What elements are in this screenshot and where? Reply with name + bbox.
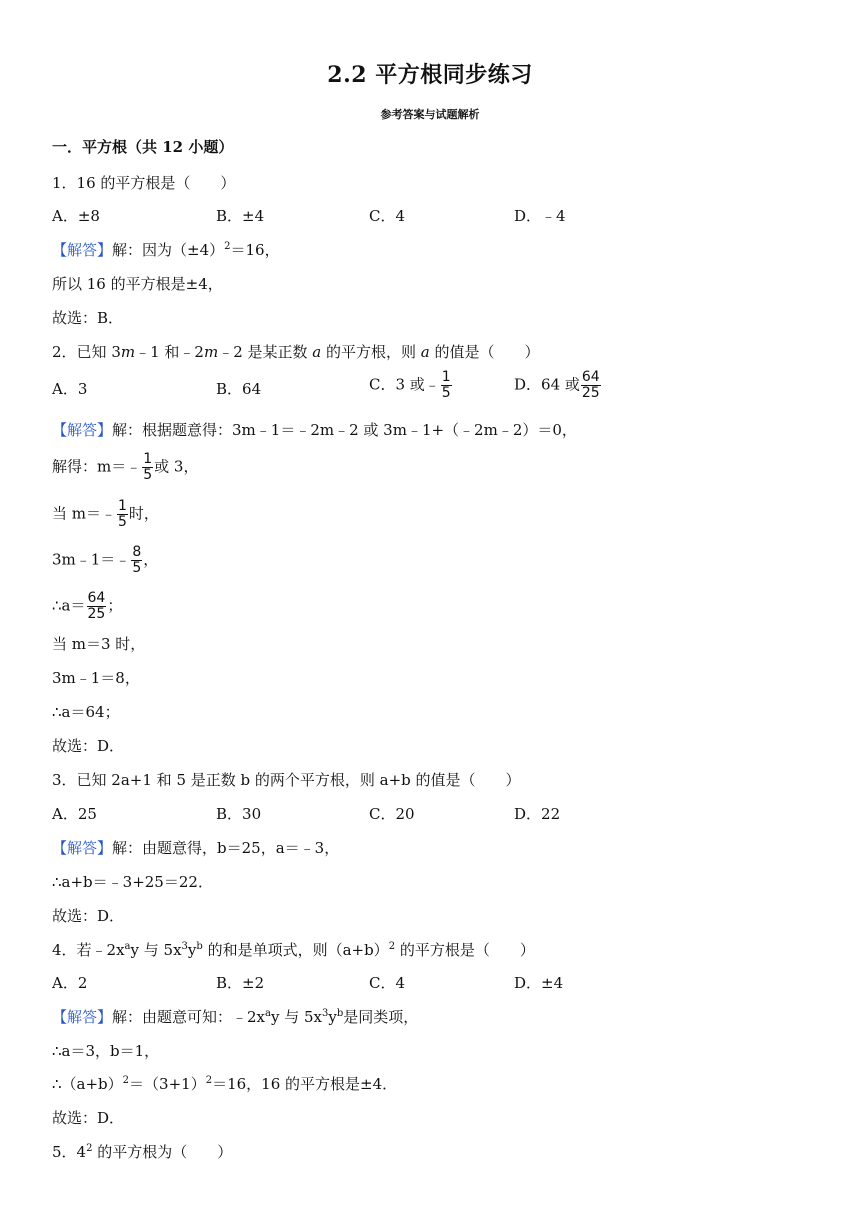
q4-solution-line-3: $\therefore(a+b)^2=(3+1)^2=16$，16 的平方根是±4． [52,1075,398,1093]
q4-solution-line-2: ∴a＝3，b＝1， [52,1042,160,1060]
q1-option-d: D．﹣4 [514,207,566,225]
q1-solution-line-1: 【解答】解：因为$(\pm 4)^2=16$， [52,241,280,259]
q3-solution-line-2: ∴a+b＝﹣3+25＝22． [52,873,213,891]
q3-option-d: D．22 [514,805,561,823]
q4-option-a: A．2 [52,974,88,992]
q1-option-c: C．4 [369,207,406,225]
q2-solution-line-8: ∴a＝64； [52,703,120,721]
q2-solution-line-3: 当 m＝﹣ $\frac{1}{5}$ 时， [52,498,159,530]
q2-solution-line-5: ∴a＝ $\frac{64}{25}$ ； [52,590,123,622]
q4-solution-line-4: 故选：D． [52,1109,125,1127]
section-heading: 一．平方根（共 12 小题） [52,138,234,156]
q1-option-b: B．±4 [216,207,265,225]
answer-tag: 【解答】 [52,241,113,259]
q4-option-b: B．±2 [216,974,265,992]
q3-option-c: C．20 [369,805,415,823]
q2-solution-line-4: 3m﹣1＝﹣ $\frac{8}{5}$ ， [52,544,159,576]
q2-solution-line-1: 【解答】解：根据题意得：3m﹣1＝﹣2m﹣2 或 3m﹣1+（﹣2m﹣2）＝0， [52,421,577,439]
fraction: $\frac{1}{5}$ [118,498,127,530]
fraction: $\frac{64}{25}$ [87,590,106,622]
q1-option-a: A．±8 [52,207,100,225]
q2-option-d: D．64 或 $\frac{64}{25}$ [514,369,600,401]
q3-solution-line-3: 故选：D． [52,907,125,925]
q2-option-c: C．3 或﹣ $\frac{1}{5}$ [369,369,451,401]
fraction: $\frac{8}{5}$ [132,544,142,576]
fraction: $\frac{64}{25}$ [581,369,600,401]
q2-solution-line-6: 当 m＝3 时， [52,635,146,653]
page-title: 2.2 平方根同步练习 [327,62,533,88]
q2-solution-line-2: 解得：m＝﹣ $\frac{1}{5}$ 或 3， [52,451,199,483]
q2-option-a: A．3 [52,380,88,398]
question-4-stem: 4．若$﹣2x^ay$ 与 $5x^3y^b$ 的和是单项式，则$(a+b)^2$ 的平方根是（ ） [52,941,535,959]
question-5-stem: 5．$4^2$ 的平方根为（ ） [52,1143,233,1161]
fraction: $\frac{1}{5}$ [143,451,153,483]
q1-solution-line-3: 故选：B． [52,309,124,327]
fraction: $\frac{1}{5}$ [441,369,451,401]
question-3-stem: 3．已知 2a+1 和 5 是正数 b 的两个平方根，则 a+b 的值是（ ） [52,771,521,789]
q3-option-a: A．25 [52,805,97,823]
q2-option-b: B．64 [216,380,262,398]
q4-solution-line-1: 【解答】解：由题意可知：$﹣2x^ay$ 与 $5x^3y^b$是同类项， [52,1008,419,1026]
q4-option-c: C．4 [369,974,406,992]
page-subtitle: 参考答案与试题解析 [380,108,480,121]
q1-solution-line-2: 所以 16 的平方根是±4， [52,275,223,293]
q2-solution-line-7: 3m﹣1＝8， [52,669,140,687]
question-2-stem: 2．已知 3m﹣1 和﹣2m﹣2 是某正数 a 的平方根，则 a 的值是（ ） [52,343,540,361]
question-1-stem: 1．16 的平方根是（ ） [52,174,236,192]
q2-solution-line-9: 故选：D． [52,737,125,755]
q4-option-d: D．±4 [514,974,564,992]
q3-solution-line-1: 【解答】解：由题意得，b＝25，a＝﹣3， [52,839,340,857]
q3-option-b: B．30 [216,805,262,823]
